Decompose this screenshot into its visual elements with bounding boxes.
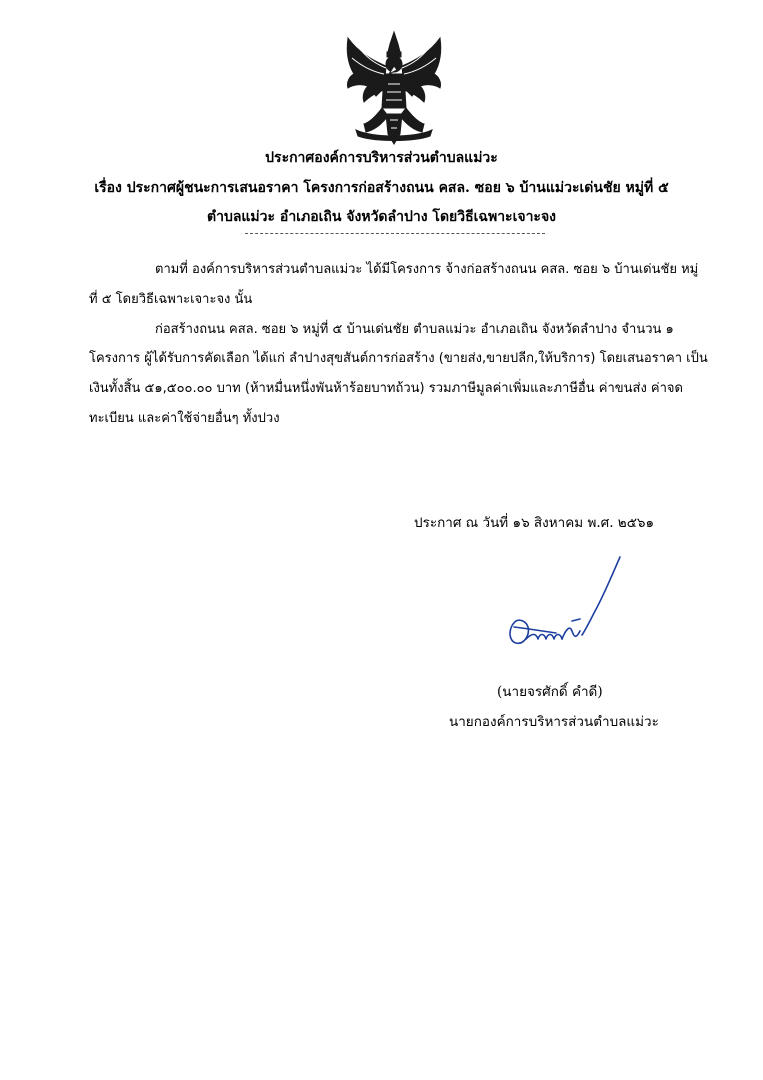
announcement-subject: เรื่อง ประกาศผู้ชนะการเสนอราคา โครงการก่อสร้างถนน คสล. ซอย ๖ บ้านแม่วะเด่นชัย หมู่ที่ ๕ [94,180,669,196]
paragraph-2-line-1: ก่อสร้างถนน คสล. ซอย ๖ หมู่ที่ ๕ บ้านเด่นชัย ตำบลแม่วะ อำเภอเถิน จังหวัดลำปาง จำนวน ๑ [155,322,674,337]
paragraph-2-line-3: เงินทั้งสิ้น ๕๑,๕๐๐.๐๐ บาท (ห้าหมื่นหนึ่งพันห้าร้อยบาทถ้วน) รวมภาษีมูลค่าเพิ่มและภาษีอื่น ค่าขนส่ง ค่าจด [89,381,683,396]
paragraph-2-line-2: โครงการ ผู้ได้รับการคัดเลือก ได้แก่ ลำปางสุขสันต์การก่อสร้าง (ขายส่ง,ขายปลีก,ให้บริการ) โดยเสนอราคา เป็น [89,351,708,366]
paragraph-2-line-4: ทะเบียน และค่าใช้จ่ายอื่นๆ ทั้งปวง [89,411,280,426]
paragraph-1-line-2: ที่ ๕ โดยวิธีเฉพาะเจาะจง นั้น [89,292,253,307]
announcement-date: ประกาศ ณ วันที่ ๑๖ สิงหาคม พ.ศ. ๒๕๖๑ [414,515,655,531]
signer-title: นายกองค์การบริหารส่วนตำบลแม่วะ [449,714,659,730]
announcement-title: ประกาศองค์การบริหารส่วนตำบลแม่วะ [265,150,498,166]
signer-name: (นายจรศักดิ์ คำดี) [497,684,603,700]
paragraph-1-line-1: ตามที่ องค์การบริหารส่วนตำบลแม่วะ ได้มีโครงการ จ้างก่อสร้างถนน คสล. ซอย ๖ บ้านเด่นชัย หมู่ [155,262,699,277]
garuda-emblem-icon [342,30,446,146]
announcement-subject-continued: ตำบลแม่วะ อำเภอเถิน จังหวัดลำปาง โดยวิธีเฉพาะเจาะจง [206,209,556,225]
divider [245,233,545,234]
handwritten-signature [500,555,635,655]
